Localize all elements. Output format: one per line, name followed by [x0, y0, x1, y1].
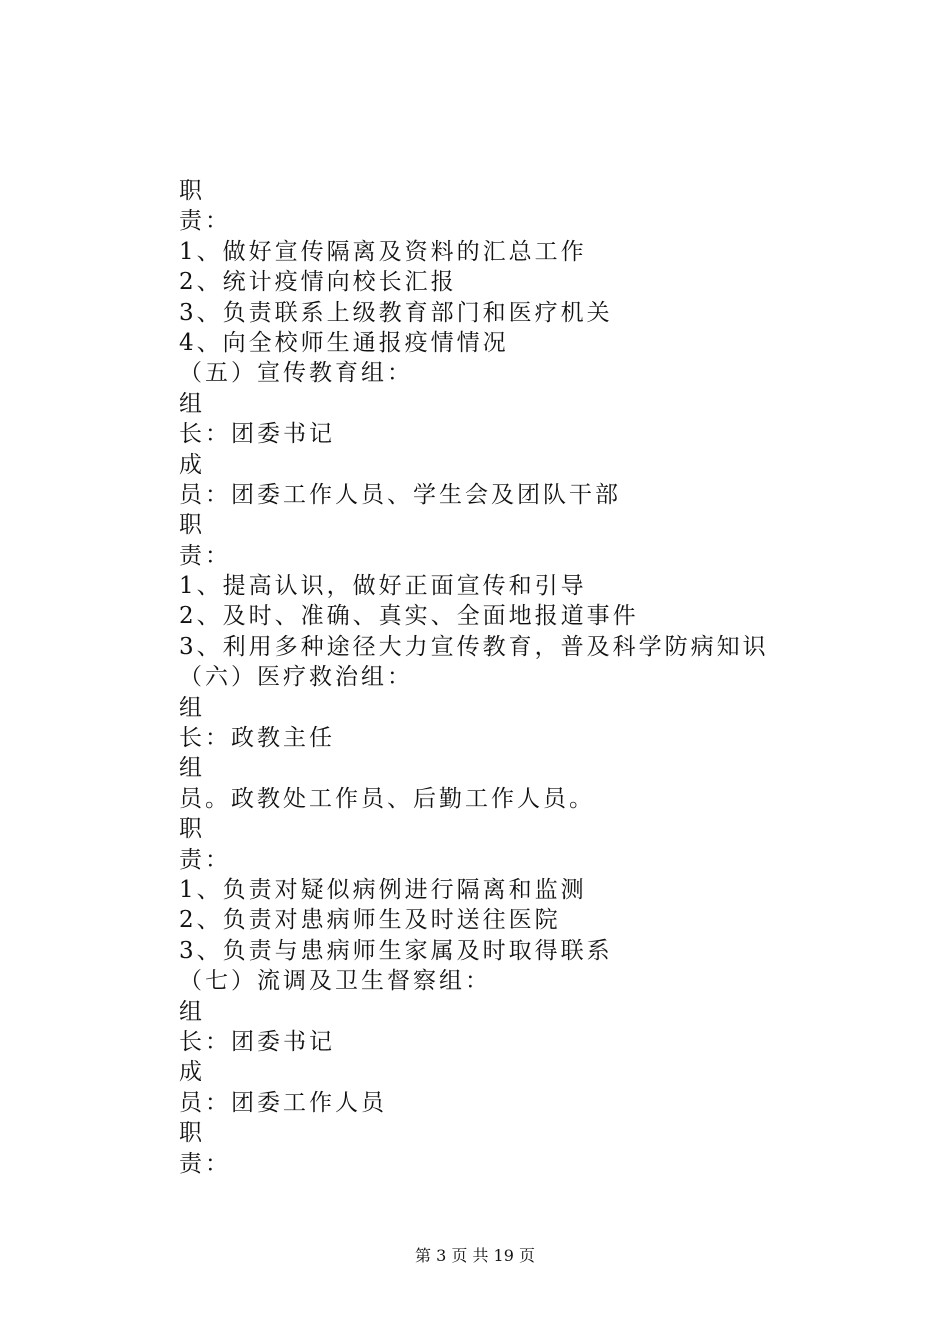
text-line: 责：: [179, 1150, 231, 1177]
text-line: 2、及时、准确、真实、全面地报道事件: [179, 603, 639, 630]
text-line: 组: [179, 998, 205, 1025]
text-line: 3、负责与患病师生家属及时取得联系: [179, 937, 613, 964]
text-line: 组: [179, 755, 205, 782]
text-line: 1、负责对疑似病例进行隔离和监测: [179, 876, 587, 903]
text-line: 长：政教主任: [179, 725, 335, 752]
section-heading: （五）宣传教育组：: [179, 360, 413, 387]
text-line: 长：团委书记: [179, 1028, 335, 1055]
text-line: 1、提高认识，做好正面宣传和引导: [179, 573, 587, 600]
text-line: 2、负责对患病师生及时送往医院: [179, 907, 561, 934]
text-line: 职: [179, 178, 205, 204]
text-line: 员：团委工作人员: [179, 1089, 387, 1116]
text-line: 2、统计疫情向校长汇报: [179, 269, 457, 296]
text-line: 责：: [179, 208, 231, 235]
text-line: 责：: [179, 542, 231, 569]
text-line: 职: [179, 512, 205, 539]
section-heading: （六）医疗救治组：: [179, 664, 413, 691]
text-line: 1、做好宣传隔离及资料的汇总工作: [179, 238, 587, 265]
text-line: 责：: [179, 846, 231, 873]
page-number-footer: 第 3 页 共 19 页: [415, 1246, 535, 1265]
text-line: 3、利用多种途径大力宣传教育，普及科学防病知识: [179, 633, 769, 660]
text-line: 组: [179, 694, 205, 721]
text-line: 职: [179, 1120, 205, 1147]
text-line: 4、向全校师生通报疫情情况: [179, 329, 509, 356]
text-line: 组: [179, 390, 205, 417]
text-line: 成: [179, 1059, 205, 1086]
text-line: 3、负责联系上级教育部门和医疗机关: [179, 299, 613, 326]
text-line: 员：团委工作人员、学生会及团队干部: [179, 481, 621, 508]
document-body: [179, 176, 879, 1179]
text-line: 员。政教处工作员、后勤工作人员。: [179, 785, 595, 812]
text-line: 成: [179, 451, 205, 478]
section-heading: （七）流调及卫生督察组：: [179, 968, 491, 995]
text-line: 长：团委书记: [179, 421, 335, 448]
text-line: 职: [179, 816, 205, 843]
